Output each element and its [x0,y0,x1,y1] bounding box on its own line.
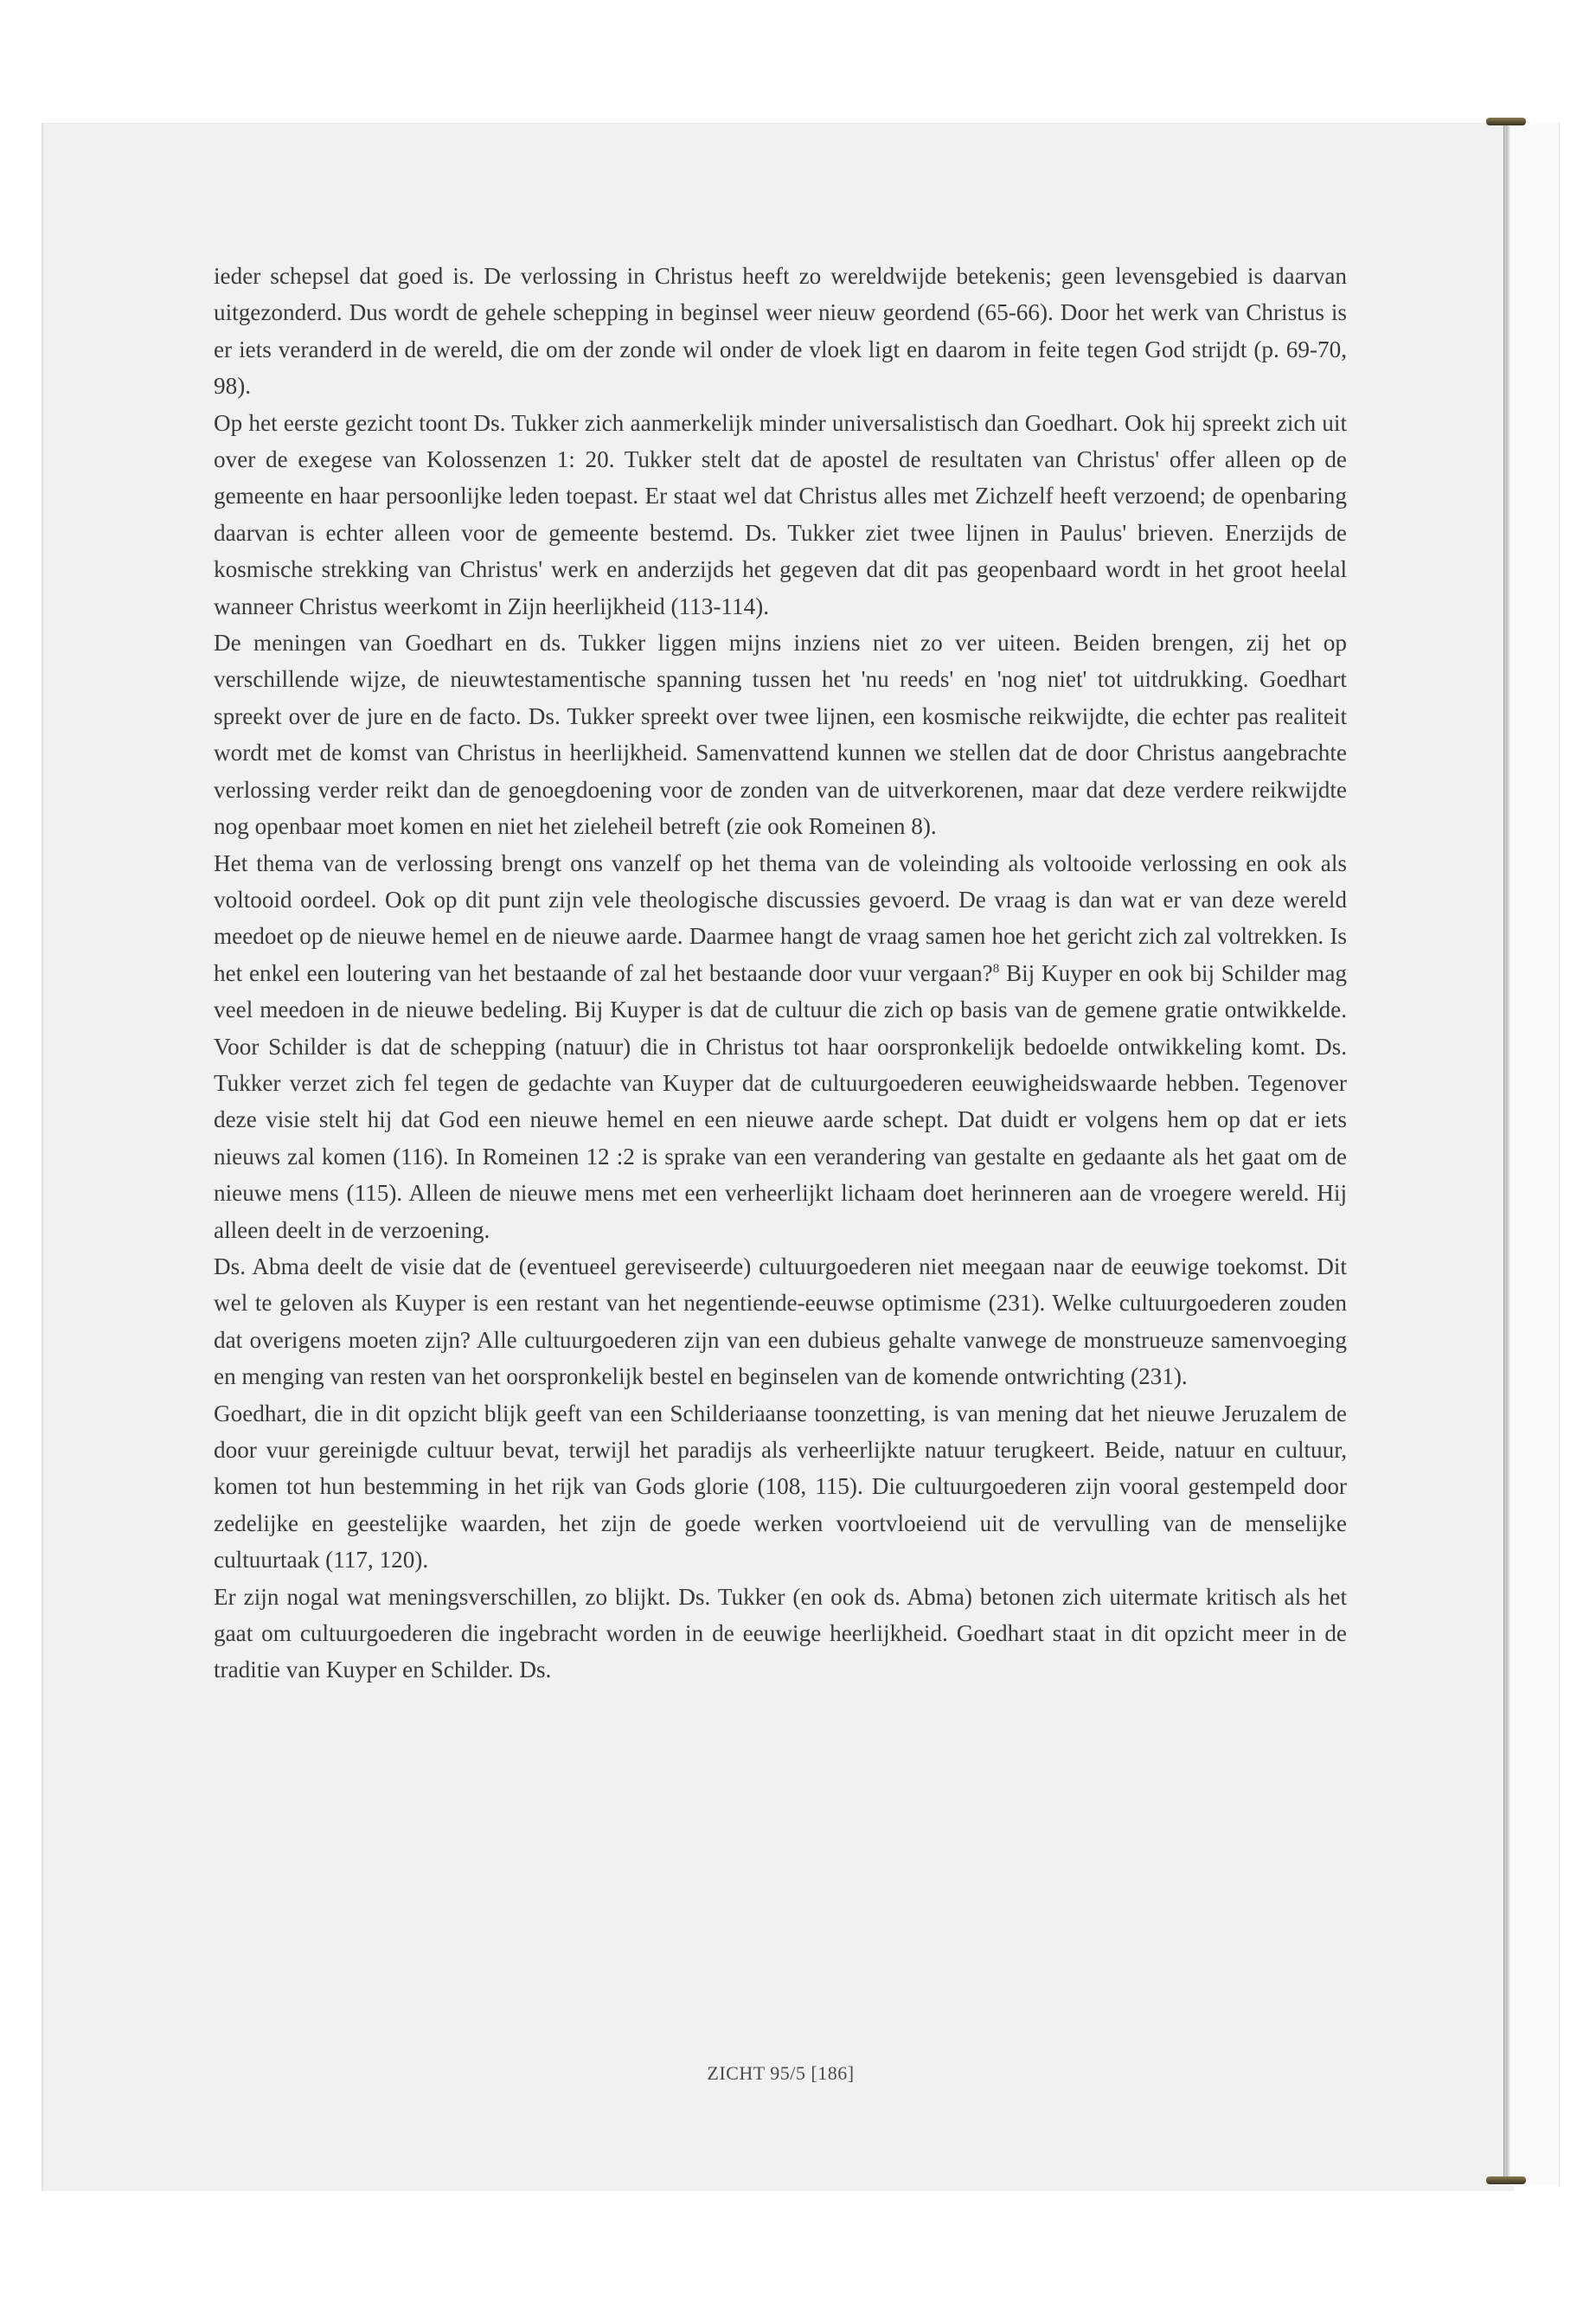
binding-clip-top [1486,118,1526,125]
footnote-reference[interactable]: 8 [992,961,1000,976]
paragraph-3: De meningen van Goedhart en ds. Tukker liggen mijns inziens niet zo ver uiteen. Beiden brengen, zij het op verschillende wijze, de nieuwtestamentische spanning tussen het 'nu reeds' en 'nog niet' tot uitdrukking. Goedhart spreekt over de jure en de facto. Ds. Tukker spreekt over twee lijnen, een kosmische reikwijdte, die echter pas realiteit wordt met de komst van Christus in heerlijkheid. Samenvattend kunnen we stellen dat de door Christus aangebrachte verlossing verder reikt dan de genoegdoening voor de zonden van de uitverkorenen, maar dat deze verdere reikwijdte nog openbaar moet komen en niet het zieleheil betreft (zie ook Romeinen 8). [214,630,1347,840]
page-spine-edge [1503,119,1509,2178]
paragraph-7: Er zijn nogal wat meningsverschillen, zo blijkt. Ds. Tukker (en ook ds. Abma) betonen zich uitermate kritisch als het gaat om cultuurgoederen die ingebracht worden in de eeuwige heerlijkheid. Goedhart staat in dit opzicht meer in de traditie van Kuyper en Schilder. Ds. [214,1583,1347,1683]
page-folio: ZICHT 95/5 [186] [707,2062,855,2084]
paragraph-1: ieder schepsel dat goed is. De verlossing in Christus heeft zo wereldwijde betekenis; geen levensgebied is daarvan uitgezonderd. Dus wordt de gehele schepping in beginsel weer nieuw geordend (65-66). Door het werk van Christus is er iets veranderd in de wereld, die om der zonde wil onder de vloek ligt en daarom in feite tegen God strijdt (p. 69-70, 98). [214,263,1347,400]
paragraph-4-part-a: Het thema van de verlossing brengt ons vanzelf op het thema van de voleinding als voltooide verlossing en ook als voltooid oordeel. Ook op dit punt zijn vele theologische discussies gevoerd. De vraag is dan wat er van deze wereld meedoet op de nieuwe hemel en de nieuwe aarde. Daarmee hangt de vraag samen hoe het gericht zich zal voltrekken. Is het enkel een loutering van het bestaande of zal het bestaande door vuur vergaan? [214,849,1347,986]
paragraph-4-part-b: Bij Kuyper en ook bij Schilder mag veel meedoen in de nieuwe bedeling. Bij Kuyper is dat de cultuur die zich op basis van de gemene gratie ontwikkelde. Voor Schilder is dat de schepping (natuur) die in Christus tot haar oorspronkelijk bedoelde ontwikkeling komt. Ds. Tukker verzet zich fel tegen de gedachte van Kuyper dat de cultuurgoederen eeuwigheidswaarde hebben. Tegenover deze visie stelt hij dat God een nieuwe hemel en een nieuwe aarde schept. Dat duidt er volgens hem op dat er iets nieuws zal komen (116). In Romeinen 12 :2 is sprake van een verandering van gestalte en gedaante als het gaat om de nieuwe mens (115). Alleen de nieuwe mens met een verheerlijkt lichaam doet herinneren aan de vroegere wereld. Hij alleen deelt in de verzoening. [214,959,1347,1243]
paragraph-4 [214,845,1347,1248]
paragraph-6: Goedhart, die in dit opzicht blijk geeft van een Schilderiaanse toonzetting, is van mening dat het nieuwe Jeruzalem de door vuur gereinigde cultuur bevat, terwijl het paradijs als verheerlijkte natuur terugkeert. Beide, natuur en cultuur, komen tot hun bestemming in het rijk van Gods glorie (108, 115). Die cultuurgoederen zijn vooral gestempeld door zedelijke en geestelijke waarden, het zijn de goede werken voortvloeiend uit de vervulling van de menselijke cultuurtaak (117, 120). [214,1400,1347,1574]
body-text [214,258,1347,1689]
paragraph-2: Op het eerste gezicht toont Ds. Tukker zich aanmerkelijk minder universalistisch dan Goedhart. Ook hij spreekt zich uit over de exegese van Kolossenzen 1: 20. Tukker stelt dat de apostel de resultaten van Christus' offer alleen op de gemeente en haar persoonlijke leden toepast. Er staat wel dat Christus alles met Zichzelf heeft verzoend; de openbaring daarvan is echter alleen voor de gemeente bestemd. Ds. Tukker ziet twee lijnen in Paulus' brieven. Enerzijds de kosmische strekking van Christus' werk en anderzijds het gegeven dat dit pas geopenbaard wordt in het groot heelal wanneer Christus weerkomt in Zijn heerlijkheid (113-114). [214,409,1347,619]
next-page-edge [1510,123,1560,2186]
binding-clip-bottom [1486,2176,1526,2184]
paragraph-5: Ds. Abma deelt de visie dat de (eventueel gereviseerde) cultuurgoederen niet meegaan naar de eeuwige toekomst. Dit wel te geloven als Kuyper is een restant van het negentiende-eeuwse optimisme (231). Welke cultuurgoederen zouden dat overigens moeten zijn? Alle cultuurgoederen zijn van een dubieus gehalte vanwege de monstrueuze samenvoeging en menging van resten van het oorspronkelijk bestel en beginselen van de komende ontwrichting (231). [214,1253,1347,1390]
